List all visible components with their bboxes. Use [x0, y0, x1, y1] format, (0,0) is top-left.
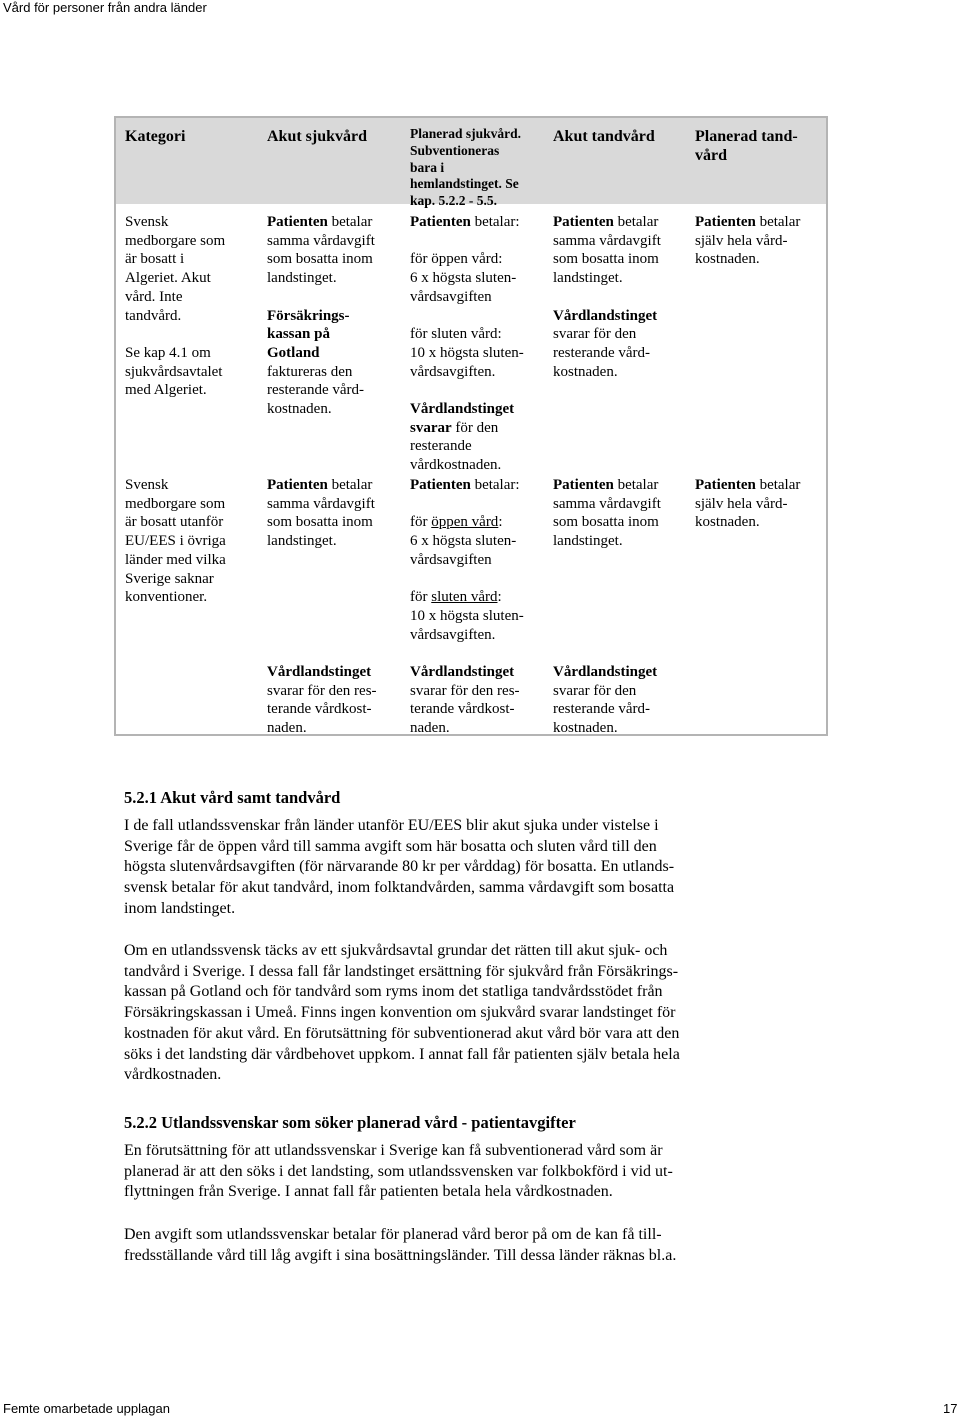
header-akut-tandvard: Akut tandvård	[553, 128, 655, 145]
section-522-heading: 5.2.2 Utlandssvenskar som söker planerad vård - patientavgifter	[124, 1113, 576, 1132]
row1-kategori: Svensk medborgare som är bosatt i Algeriet. Akut vård. Inte tandvård. Se kap 4.1 om sjukvårdsavtalet med Algeriet.	[125, 214, 226, 399]
page-number: 17	[943, 1401, 958, 1416]
section-522-paragraph-1: En förutsättning för att utlandssvenskar i Sverige kan få subventionerad vård som är planerad är att den söks i det landsting, som utlandssvensken var folkbokförd i vid ut- flyttningen från Sverige. I annat fall får patienten betala hela vårdkostnaden.	[124, 1142, 673, 1201]
header-planerad-sjukvard: Planerad sjukvård. Subventioneras bara i hemlandstinget. Se kap. 5.2.2 - 5.5.	[410, 126, 522, 209]
row2-akut-tandvard: Patienten betalar samma vårdavgift som bosatta inom landstinget.	[553, 477, 661, 550]
row2-planerad-tandvard: Patienten betalar själv hela vård- kostnaden.	[695, 477, 801, 531]
row1-akut-tandvard: Patienten betalar samma vårdavgift som bosatta inom landstinget. Vårdlandstinget svarar för den resterande vård- kostnaden.	[553, 214, 661, 380]
section-521-heading: 5.2.1 Akut vård samt tandvård	[124, 788, 341, 807]
row2-planerad-sjukvard: Patienten betalar: för öppen vård: 6 x högsta sluten- vårdsavgiften för sluten vård: 10 x högsta sluten- vårdsavgiften.	[410, 477, 524, 643]
row1-akut-sjukvard: Patienten betalar samma vårdavgift som bosatta inom landstinget. Försäkrings- kassan på Gotland faktureras den resterande vård- kostnaden.	[267, 214, 375, 418]
running-header: Vård för personer från andra länder	[3, 0, 207, 15]
row2-akut-tandvard-vardlandsting: Vårdlandstinget svarar för den resterande vård- kostnaden.	[553, 664, 658, 737]
row1-planerad-sjukvard: Patienten betalar: för öppen vård: 6 x högsta sluten- vårdsavgiften för sluten vård: 10 x högsta sluten- vårdsavgiften. Vårdlandstinget svarar för den resterande vårdkostnaden.	[410, 214, 524, 474]
row2-akut-sjukvard-vardlandsting: Vårdlandstinget svarar för den res- terande vårdkost- naden.	[267, 664, 377, 737]
section-521-paragraph-2: Om en utlandssvensk täcks av ett sjukvårdsavtal grundar det rätten till akut sjuk- och tandvård i Sverige. I dessa fall får landstinget ersättning för sjukvård från Försäkrings- kassan på Gotland och för tandvård som ryms inom det statliga tandvårdsstödet från Försäkringskassan i Umeå. Finns ingen konvention om sjukvård svarar landstinget för kostnaden för akut vård. En förutsättning för subventionerad akut vård bör vara att den söks i det landsting där vårdbehovet uppkom. I annat fall får patienten själv betala hela vårdkostnaden.	[124, 942, 680, 1084]
row2-planerad-sjukvard-vardlandsting: Vårdlandstinget svarar för den res- terande vårdkost- naden.	[410, 664, 520, 737]
header-akut-sjukvard: Akut sjukvård	[267, 128, 368, 145]
row1-planerad-tandvard: Patienten betalar själv hela vård- kostnaden.	[695, 214, 801, 268]
header-kategori: Kategori	[125, 128, 186, 145]
section-521-paragraph-1: I de fall utlandssvenskar från länder utanför EU/EES blir akut sjuka under vistelse i Sverige får de öppen vård till samma avgift som här bosatta och sluten vård till den högsta slutenvårdsavgiften (för närvarande 80 kr per vårddag) för bosatta. En utlands- svensk betalar för akut tandvård, inom folktandvården, samma vårdavgift som bosatta inom landstinget.	[124, 817, 675, 917]
row2-kategori: Svensk medborgare som är bosatt utanför EU/EES i övriga länder med vilka Sverige saknar konventioner.	[125, 477, 226, 606]
fee-table	[114, 116, 828, 736]
row2-akut-sjukvard: Patienten betalar samma vårdavgift som bosatta inom landstinget.	[267, 477, 375, 550]
section-522-paragraph-2: Den avgift som utlandssvenskar betalar för planerad vård beror på om de kan få till- fredsställande vård till låg avgift i sina bosättningsländer. Till dessa länder räknas bl.a.	[124, 1226, 677, 1264]
footer-edition: Femte omarbetade upplagan	[3, 1401, 170, 1416]
header-planerad-tandvard: Planerad tand- vård	[695, 128, 798, 164]
